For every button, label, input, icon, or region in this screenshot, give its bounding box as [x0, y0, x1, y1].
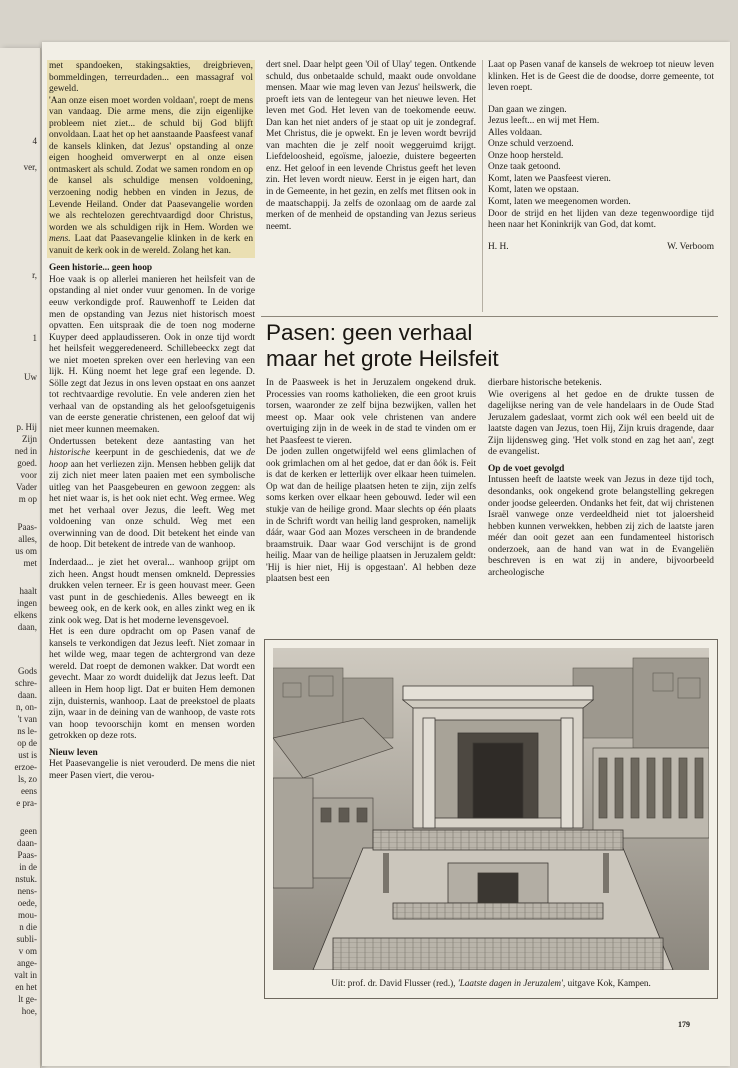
photo-caption: Uit: prof. dr. David Flusser (red.), 'Laatste dagen in Jeruzalem', uitgave Kok, Kampen. [331, 978, 651, 988]
prev-frag: ingen [17, 598, 37, 608]
prev-frag: schre- [15, 678, 37, 688]
poem-line: Onze hoop hersteld. [488, 150, 564, 161]
prev-frag: goed. [17, 458, 37, 468]
prev-frag: Vader [16, 482, 37, 492]
poem-line: Komt, laten we Paasfeest vieren. [488, 173, 611, 184]
paragraph: Wie overigens al het gedoe en de drukte tussen de dagelijkse nering van de vele handelaars in de Oude Stad Jeruzalem gadeslaat, vormt zich ook wél een beeld uit de laatste dagen van Jezus, toen Hij, Zijn kruis dragende, daar Zijn lijdensweg ging. 'Het volk stond en zag het aan', zegt de evangelist. [488, 389, 714, 458]
poem-line: Dan gaan we zingen. [488, 104, 567, 115]
paragraph: Intussen heeft de laatste week van Jezus in deze tijd toch, desondanks, ook ongekend grote belangstelling gekregen onder joodse geleerden. Ondanks het feit, dat wij christenen Israël vanwege onze verdeeldheid niet tot jaloersheid hebben kunnen verwekken, hebben zij zich de laatste jaren méér dan ooit gezet aan een fundamenteel historisch onderzoek, aan de hand van wat in de Evangeliën beschreven is en wat zij in andere, bijvoorbeeld archeologische [488, 475, 714, 578]
paragraph: dierbare historische betekenis. [488, 378, 602, 388]
prev-frag: Paas- [17, 522, 37, 532]
prev-frag: ust is [18, 750, 37, 760]
paragraph: 'Aan onze eisen moet worden voldaan', roept de mens van vandaag. Die arme mens, die zijn eigenlijke probleem niet ziet... de schuld bij God blijft onvoldaan. Laat het op het aanstaande Paasfeest vanaf de kansels klinken, dat Jezus' opstanding al onze eigen hoogheid omverwerpt en al onze eisen ontmaskert als schuld. Zodat we samen rondom en op de kansel als schuldige mensen voldoening, verzoening nodig hebben en vinden in Jezus, de Levende Heiland. Onder dat Paasevangelie worden we als rechtelozen gerechtvaardigd door Christus, worden we als schuldigen rijk in Hem. Worden we mens. Laat dat Paasevangelie klinken in de kerk en vanuit de kerk ook in de wereld. Zolang het kan. [49, 95, 254, 256]
prev-frag: ver, [23, 162, 37, 172]
poem-line: Door de strijd en het lijden van deze tegenwoordige tijd heen naar het Koninkrijk van God, dat komt. [488, 208, 714, 231]
article2-column-1 [266, 378, 476, 586]
prev-frag: 't van [17, 714, 37, 724]
signature-line [488, 242, 714, 254]
prev-frag: ns le- [17, 726, 37, 736]
prev-frag: daan- [17, 838, 37, 848]
prev-frag: daan, [17, 622, 37, 632]
page-number: 179 [678, 1020, 690, 1029]
closing-poem [488, 105, 714, 232]
prev-frag: Paas- [17, 850, 37, 860]
poem-line: Alles voldaan. [488, 127, 543, 138]
prev-frag: r, [32, 270, 37, 280]
article1-column-3 [488, 60, 714, 253]
paragraph: In de Paasweek is het in Jeruzalem ongekend druk. Processies van rooms katholieken, die een groot kruis torsen, waaronder ze zelf bijna bezwijken, vallen het meest op. Maar ook vele christenen van andere overtuiging zijn in de week in de stad te vinden om er het Paasfeest te vieren. [266, 378, 476, 446]
prev-frag: daan. [17, 690, 37, 700]
magazine-page [42, 42, 730, 1066]
article1-column-1 [49, 60, 255, 782]
initials: H. H. [488, 241, 509, 252]
article2-column-2 [488, 378, 714, 579]
prev-frag: in de [19, 862, 37, 872]
prev-frag: voor [20, 470, 37, 480]
prev-frag: elkens [14, 610, 37, 620]
poem-line: Komt, laten we opstaan. [488, 185, 579, 196]
paragraph: Laat op Pasen vanaf de kansels de wekroep tot nieuw leven klinken. Het is de Geest die de doodse, dorre gemeente, tot leven roept. [488, 60, 714, 94]
paragraph: Inderdaad... je ziet het overal... wanhoop grijpt om zich heen. Angst houdt mensen omkneld. Depressies drukken velen terneer. Er is geen houvast meer. Geen vast punt in de geschiedenis. Alles beweegt en ik beweeg ook, en de kerk ook, en alles zinkt weg en ik zink ook weg. Dat is het moderne levensgevoel. [49, 558, 255, 626]
article1-column-2 [266, 60, 476, 233]
prev-frag: 4 [32, 136, 37, 146]
poem-line: Jezus leeft... en wij met Hem. [488, 116, 600, 127]
prev-frag: ned in [14, 446, 37, 456]
article-separator-rule [261, 316, 718, 317]
paragraph: Het is een dure opdracht om op Pasen vanaf de kansels te verkondigen dat Jezus leeft. Niet zomaar in het wilde weg, maar tegen de achtergrond van deze wereld. Dat roept de demonen wakker. Dat wordt een gevecht. Maar zo wordt duidelijk dat Jezus leeft. Dat alleen in Hem hoop ligt. Dat er buiten Hem demonen zijn, duisternis, wanhoop. Laat de preekstoel de plaats zijn, waar in de deining van de wanhoop, de vaste rots van hoop tevoorschijn komt en mensen worden getrokken op deze rots. [49, 627, 255, 742]
paragraph: Hoe vaak is op allerlei manieren het heilsfeit van de opstanding al niet onder vuur genomen. In de vorige eeuw verkondigde prof. Rauwenhoff te Leiden dat men de opstanding van Jezus niet historisch moest opvatten. Een uitspraak die de toen nog moderne Kuyper deed applaudisseren. Ook in onze tijd wordt het heilsfeit weggeredeneerd. Schillebeeckx zegt dat we niet moeten spreken over een herleving van een lijk. H. Küng noemt het lege graf een legende. D. Sölle zegt dat Jezus in ons leven opstaat en ons aanzet tot rechtvaardige revolutie. En vele anderen zien het verhaal van de opstanding als het geloofsgetuigenis van de eerste generatie christenen, een geloof dat wij niet meer kunnen meemaken. [49, 274, 255, 435]
paragraph: De joden zullen ongetwijfeld wel eens glimlachen of ook grimlachen om al het gedoe, dat er dan ôók is. Feit is dat de kerken er letterlijk over elkaar heen tuimelen. Op wat dan de heilige plaatsen heten te zijn, zijn zelfs soms kerken over elkaar heen gebouwd. Ieder wil een stukje van de heilige grond. Maar slechts op één plaats in de Schrift wordt van heilig land gesproken, namelijk dáár, waar God aan Mozes verscheen in de brandende braamstruik. Daar waar God verschijnt is de grond heilig. Maar van de heilige plaatsen in Jeruzalem geldt: 'Hij is hier niet, Hij is opgestaan'. Al hebben deze plaatsen best een [266, 447, 476, 585]
prev-frag: eens [21, 786, 37, 796]
prev-frag: geen [20, 826, 37, 836]
paragraph: Het Paasevangelie is niet verouderd. De mens die niet meer Pasen viert, die verou- [49, 759, 255, 781]
prev-frag: op de [17, 738, 37, 748]
prev-frag: en het [15, 982, 37, 992]
section-heading: Nieuw leven [49, 747, 98, 758]
paragraph: met spandoeken, stakingsakties, dreigbrieven, bommeldingen, terreurdaden... een massagraf vol geweld. [49, 61, 253, 95]
prev-frag: haalt [19, 586, 37, 596]
prev-frag: p. Hij [16, 422, 37, 432]
prev-frag: hoe, [21, 1006, 37, 1016]
prev-frag: m op [18, 494, 37, 504]
prev-frag: alles, [18, 534, 37, 544]
paragraph: Ondertussen betekent deze aantasting van het historische keerpunt in de geschiedenis, dat we de hoop aan het verliezen zijn. Mensen hebben gelijk dat zij zich niet meer laten paaien met een symbolische uitleg van het Paasgebeuren en gewoon zeggen: als het niet waar is, is het ook niet echt. Weg ermee. Weg met het verhaal over Jezus, die leeft. Weg met voldoening van onze schuld. Weg met een overwinning van de dood. Dit betekent het einde van de hoop. Dit betekent de intrede van de wanhoop. [49, 436, 256, 551]
prev-frag: ls, zo [18, 774, 37, 784]
highlighted-passage [47, 60, 255, 258]
poem-line: Onze schuld verzoend. [488, 139, 574, 150]
prev-frag: erzoe- [14, 762, 37, 772]
prev-frag: lt ge- [18, 994, 37, 1004]
prev-frag: e pra- [16, 798, 37, 808]
prev-frag: valt in [14, 970, 37, 980]
prev-frag: Uw [24, 372, 37, 382]
prev-frag: subli- [16, 934, 37, 944]
poem-line: Onze taak getoond. [488, 162, 561, 173]
prev-frag: Gods [17, 666, 37, 676]
paragraph: dert snel. Daar helpt geen 'Oil of Ulay' tegen. Ontkende schuld, dus onbetaalde schuld, maakt oude onvoldane mensen. Maar wie mag leven van Jezus' heilswerk, die proeft iets van de lentegeur van het nieuwe leven. Het leven met God. Het leven van de toekomende eeuw. Dan kan het niet anders of je staat op uit je zondegraf. Met Christus, die je opwekt. En je leven wordt bevrijd van machten die je zelf nooit weggeruimd krijgt. Liefdeloosheid, egoïsme, jaloezie, duistere begeerten enz. Het geloof in een levende Christus geeft het leven zin. Het leven wordt nieuw. Eerst in je eigen hart, dan in de Gemeente, in het gezin, en zelfs met flitsen ook in de maatschappij. Ja zelfs de ozonlaag om de aarde zal merken of de menheid de opstanding van Jezus serieus neemt. [266, 60, 476, 232]
prev-frag: ange- [17, 958, 37, 968]
prev-frag: us om [15, 546, 37, 556]
poem-line: Komt, laten we meegenomen worden. [488, 197, 631, 208]
prev-frag: oede, [17, 898, 37, 908]
prev-frag: 1 [32, 333, 37, 343]
previous-page-edge [0, 48, 41, 1068]
prev-frag: n, on- [16, 702, 37, 712]
article-title: Pasen: geen verhaal maar het grote Heilsfeit [266, 320, 499, 371]
prev-frag: v om [18, 946, 37, 956]
prev-frag: nens- [17, 886, 37, 896]
section-heading: Op de voet gevolgd [488, 463, 565, 474]
prev-frag: n die [19, 922, 37, 932]
author-name: W. Verboom [667, 241, 714, 252]
column-divider [482, 60, 483, 312]
prev-frag: met [23, 558, 37, 568]
section-heading: Geen historie... geen hoop [49, 263, 153, 274]
temple-model-photo [273, 648, 709, 970]
prev-frag: nstuk. [15, 874, 37, 884]
prev-frag: mou- [18, 910, 37, 920]
prev-frag: Zijn [22, 434, 37, 444]
temple-model-photo-frame [264, 639, 718, 999]
